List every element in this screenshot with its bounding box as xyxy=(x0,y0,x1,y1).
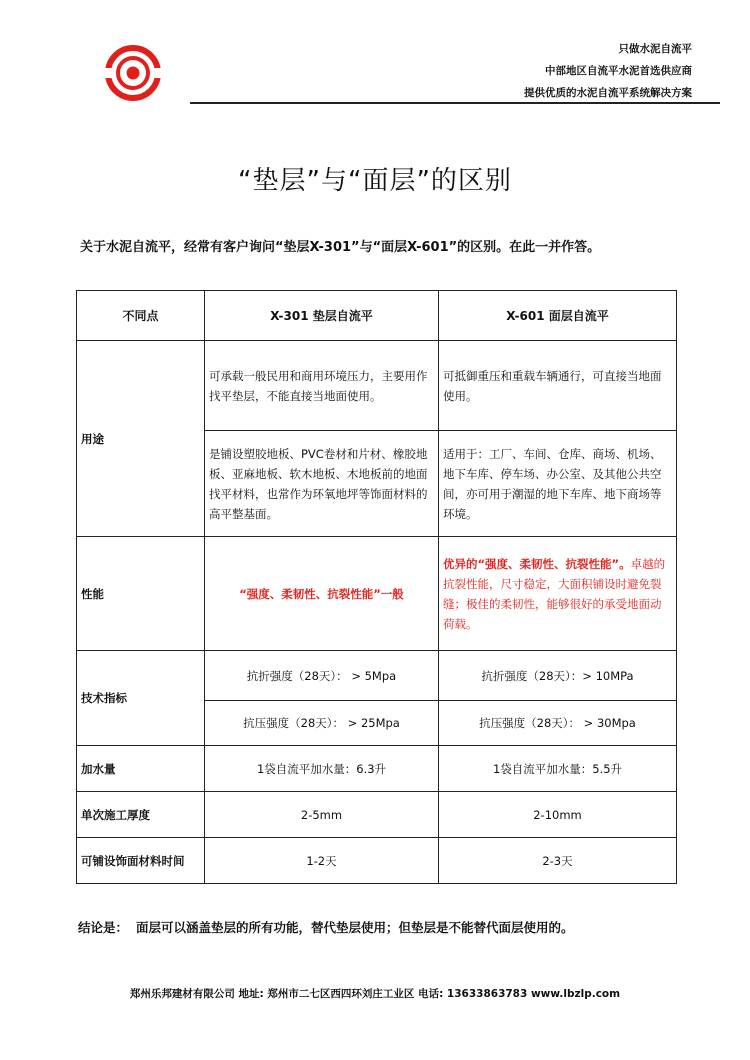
cure-label: 可铺设饰面材料时间 xyxy=(77,838,205,884)
table-row xyxy=(77,651,677,701)
table-row xyxy=(77,537,677,651)
thickness-label: 单次施工厚度 xyxy=(77,792,205,838)
performance-label: 性能 xyxy=(77,537,205,651)
usage-x601-1: 可抵御重压和重载车辆通行，可直接当地面使用。 xyxy=(439,341,677,431)
tech-label: 技术指标 xyxy=(77,651,205,746)
header-divider xyxy=(190,102,720,104)
water-label: 加水量 xyxy=(77,746,205,792)
intro-text: 关于水泥自流平，经常有客户询问“垫层X-301”与“面层X-601”的区别。在此一并作答。 xyxy=(80,240,601,255)
performance-x601 xyxy=(439,537,677,651)
tech-x301-flex: 抗折强度（28天）： > 5Mpa xyxy=(205,651,439,701)
table-row xyxy=(77,838,677,884)
usage-x301-2: 是铺设塑胶地板、PVC卷材和片材、橡胶地板、亚麻地板、软木地板、木地板前的地面找平材料，也常作为环氧地坪等饰面材料的高平整基面。 xyxy=(205,431,439,537)
company-logo xyxy=(104,44,162,102)
tagline-2: 中部地区自流平水泥首选供应商 xyxy=(545,65,692,77)
performance-x601-highlight: 优异的“强度、柔韧性、抗裂性能”。 xyxy=(443,556,631,571)
table-row xyxy=(77,792,677,838)
footer-contact: 郑州乐邦建材有限公司 地址: 郑州市二七区西四环刘庄工业区 电话: 13633863783 www.lbzlp.com xyxy=(129,988,621,1000)
thickness-x601: 2-10mm xyxy=(439,792,677,838)
header-taglines xyxy=(524,38,692,104)
tagline-1: 只做水泥自流平 xyxy=(618,43,692,55)
tech-x301-comp: 抗压强度（28天）： > 25Mpa xyxy=(205,701,439,746)
usage-label: 用途 xyxy=(77,341,205,537)
header-x301: X-301 垫层自流平 xyxy=(205,291,439,341)
tech-x601-comp: 抗压强度（28天）： > 30Mpa xyxy=(439,701,677,746)
water-x601: 1袋自流平加水量：5.5升 xyxy=(439,746,677,792)
performance-x601-detail: 卓越的抗裂性能，尺寸稳定，大面积铺设时避免裂缝；极佳的柔韧性，能够很好的承受地面动荷载。 xyxy=(443,556,666,631)
table-row xyxy=(77,341,677,431)
water-x301: 1袋自流平加水量：6.3升 xyxy=(205,746,439,792)
usage-x301-1: 可承载一般民用和商用环境压力，主要用作找平垫层，不能直接当地面使用。 xyxy=(205,341,439,431)
header-x601: X-601 面层自流平 xyxy=(439,291,677,341)
performance-x301: “强度、柔韧性、抗裂性能”一般 xyxy=(205,537,439,651)
thickness-x301: 2-5mm xyxy=(205,792,439,838)
tech-x601-flex: 抗折强度（28天）：> 10MPa xyxy=(439,651,677,701)
conclusion xyxy=(78,918,574,936)
table-row xyxy=(77,746,677,792)
tagline-3: 提供优质的水泥自流平系统解决方案 xyxy=(524,87,692,99)
conclusion-text: 面层可以涵盖垫层的所有功能，替代垫层使用；但垫层是不能替代面层使用的。 xyxy=(136,920,574,935)
cure-x601: 2-3天 xyxy=(439,838,677,884)
table-header-row xyxy=(77,291,677,341)
conclusion-lead: 结论是： xyxy=(78,920,129,935)
cure-x301: 1-2天 xyxy=(205,838,439,884)
usage-x601-2: 适用于：工厂、车间、仓库、商场、机场、地下车库、停车场、办公室、及其他公共空间，亦可用于潮湿的地下车库、地下商场等环境。 xyxy=(439,431,677,537)
page-title: “垫层”与“面层”的区别 xyxy=(238,166,512,196)
comparison-table xyxy=(76,290,677,884)
header-difference: 不同点 xyxy=(77,291,205,341)
